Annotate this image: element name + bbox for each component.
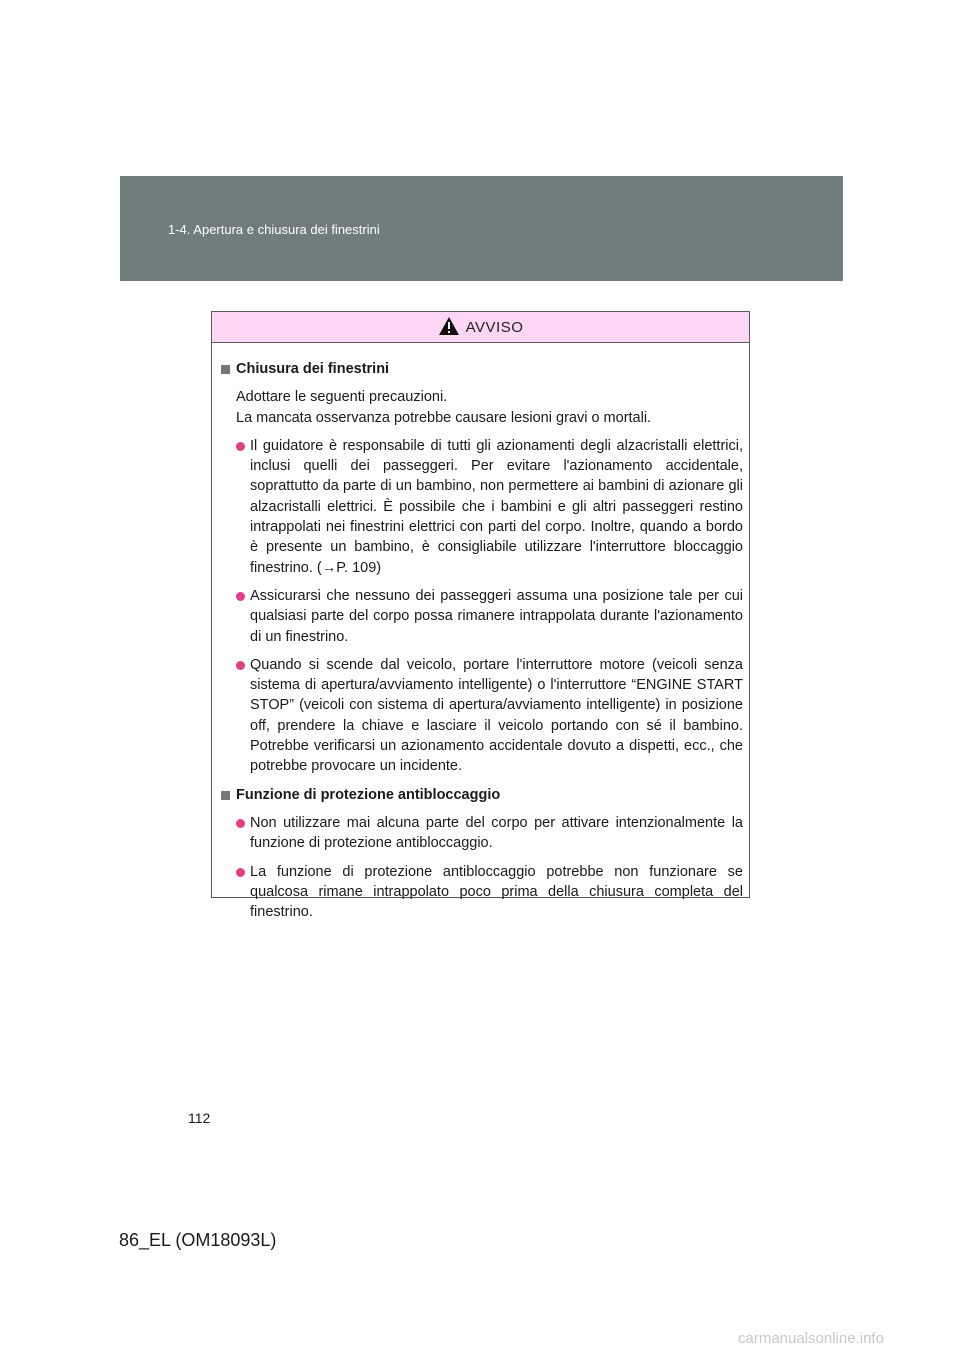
round-bullet-icon (236, 592, 245, 601)
section-heading-anti-pinch: Funzione di protezione antibloccaggio (218, 785, 743, 805)
square-bullet-icon (221, 365, 230, 374)
page-number: 112 (188, 1110, 211, 1126)
warning-box (211, 311, 750, 921)
list-item: Non utilizzare mai alcuna parte del corpo per attivare intenzionalmente la funzione di protezione antibloccaggio. (236, 813, 743, 854)
round-bullet-icon (236, 868, 245, 877)
warning-body (212, 343, 749, 922)
list-item: La funzione di protezione antibloccaggio potrebbe non funzionare se qualcosa rimane intrappolato poco prima della chiusura completa del finestrino. (236, 862, 743, 923)
round-bullet-icon (236, 442, 245, 451)
section-intro: Adottare le seguenti precauzioni. La mancata osservanza potrebbe causare lesioni gravi o mortali. (236, 389, 652, 426)
section-heading-window-closing: Chiusura dei finestrini (218, 359, 743, 379)
warning-label: AVVISO (465, 318, 524, 336)
watermark: carmanualsonline.info (738, 1330, 884, 1347)
warning-header (212, 312, 749, 343)
list-item: Assicurarsi che nessuno dei passeggeri assuma una posizione tale per cui qualsiasi parte del corpo possa rimanere intrappolata durante l'azionamento di un finestrino. (236, 586, 743, 647)
list-item: Il guidatore è responsabile di tutti gli azionamenti degli alzacristalli elettrici, inclusi quelli dei passeggeri. Per evitare l'azionamento accidentale, soprattutto da parte di un bambino, non permettere ai bambini di azionare gli alzacristalli elettrici. È possibile che i bambini e gli altri passeggeri restino intrappolati nei finestrini elettrici con parti del corpo. Inoltre, quando a bordo è presente un bambino, è consigliabile utilizzare l'interruttore bloccaggio finestrino. (→P. 109) (236, 436, 743, 578)
round-bullet-icon (236, 819, 245, 828)
square-bullet-icon (221, 791, 230, 800)
round-bullet-icon (236, 661, 245, 670)
manual-code: 86_EL (OM18093L) (119, 1230, 277, 1250)
list-item: Quando si scende dal veicolo, portare l'interruttore motore (veicoli senza sistema di apertura/avviamento intelligente) o l'interruttore “ENGINE START STOP” (veicoli con sistema di apertura/avviamento intelligente) in posizione off, prendere la chiave e lasciare il veicolo portando con sé il bambino. Potrebbe verificarsi un azionamento accidentale dovuto a dispetti, ecc., che potrebbe provocare un incidente. (236, 655, 743, 777)
chapter-header-band (120, 176, 843, 281)
warning-triangle-icon (438, 316, 460, 336)
chapter-title: 1-4. Apertura e chiusura dei finestrini (168, 222, 380, 237)
